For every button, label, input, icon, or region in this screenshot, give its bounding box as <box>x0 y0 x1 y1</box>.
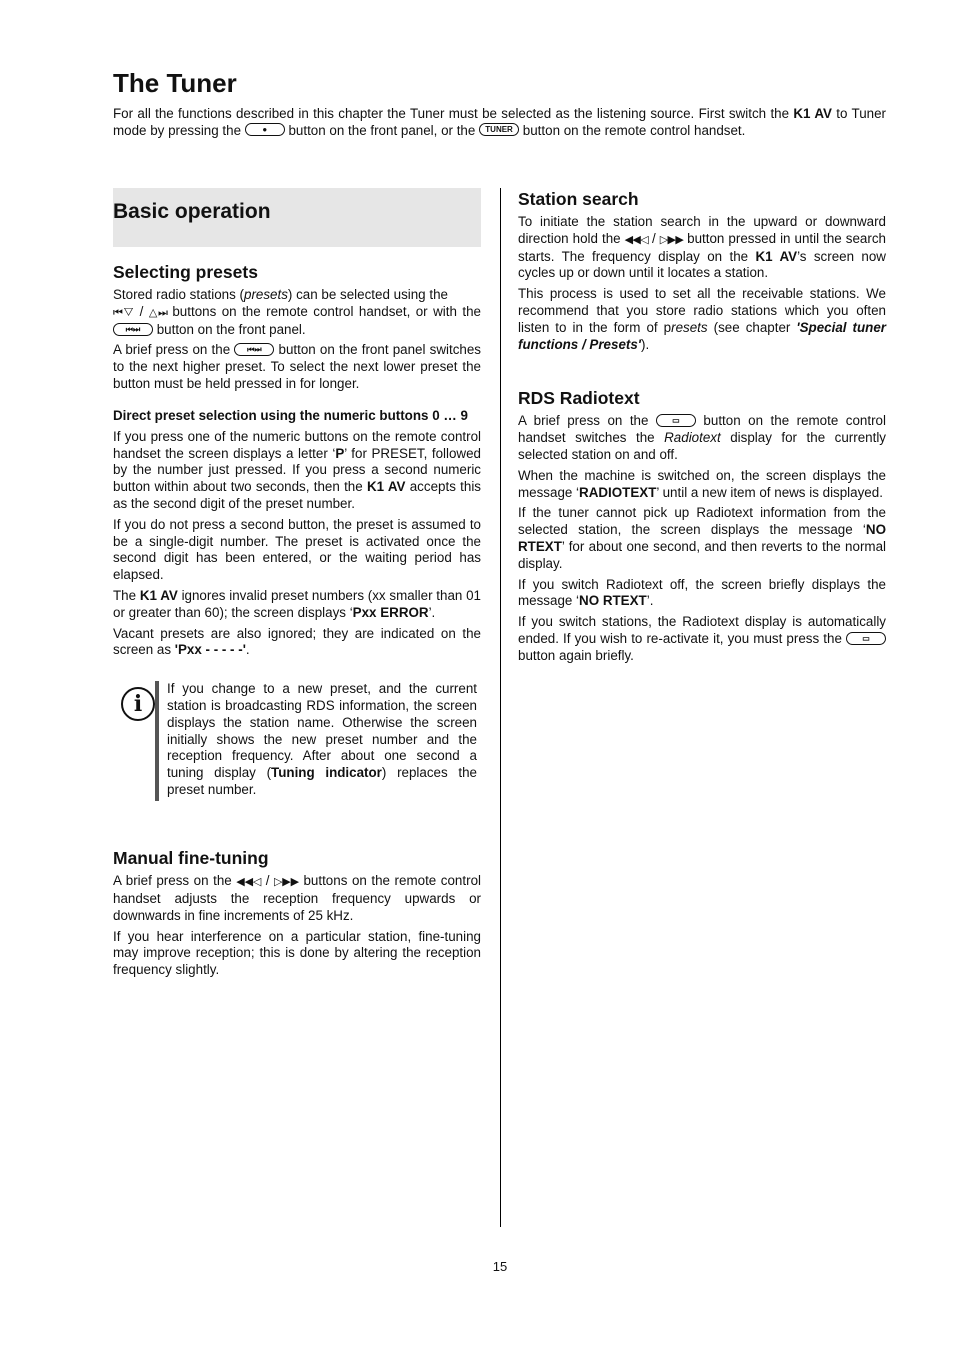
selecting-presets-heading: Selecting presets <box>113 262 258 282</box>
presets-paragraph-2: A brief press on the ⏮⏭ button on the front panel switches to the next higher preset. To select the next lower preset the button must be held pressed in for longer. <box>113 342 481 391</box>
presets-paragraph-1: Stored radio stations (presets) can be selected using the ⏮▽ / △⏭ buttons on the remote control handset, or with the ⏮⏭ button on the front panel. <box>113 287 481 337</box>
tuner-button-icon: TUNER <box>479 123 519 136</box>
search-up-icon: ▷▶▶ <box>659 233 684 246</box>
direct-paragraph-4: Vacant presets are also ignored; they are indicated on the screen as 'Pxx - - - - -'. <box>113 625 481 658</box>
next-preset-button-icon: ⏮⏭ <box>113 323 153 336</box>
next-preset-button-icon-2: ⏮⏭ <box>234 343 274 356</box>
info-icon: i <box>121 687 155 721</box>
direct-paragraph-1: If you press one of the numeric buttons on the remote control handset the screen displays a letter ‘P’ for PRESET, followed by the number just pressed. If you press a second numeric button within about two seconds, then the K1 AV accepts this as the second digit of the preset number. <box>113 428 481 511</box>
note-bar <box>155 681 159 801</box>
direct-paragraph-3: The K1 AV ignores invalid preset numbers (xx smaller than 01 or greater than 60); the screen displays ‘Pxx ERROR’. <box>113 587 481 620</box>
search-paragraph-1: To initiate the station search in the upward or downward direction hold the ◀◀◁ / ▷▶▶ button pressed in until the search starts. The frequency display on the K1 AV’s screen now cycles up or down until it locates a station. <box>518 214 886 281</box>
intro-paragraph: For all the functions described in this chapter the Tuner must be selected as the listening source. First switch the K1 AV to Tuner mode by pressing the ● button on the front panel, or the TUNER button on the remote control handset. <box>113 106 887 138</box>
direct-selection-heading: Direct preset selection using the numeric buttons 0 … 9 <box>113 407 468 423</box>
source-button-icon: ● <box>245 123 285 136</box>
right-column <box>518 188 886 669</box>
search-paragraph-2: This process is used to set all the receivable stations. We recommend that you store radio stations which you often listen to in the form of presets (see chapter 'Special tuner functions / Presets'). <box>518 286 887 352</box>
fine-up-icon: ▷▶▶ <box>274 876 299 889</box>
page-number: 15 <box>492 1259 508 1274</box>
section-heading: Basic operation <box>113 200 271 223</box>
note-text: If you change to a new preset, and the current station is broadcasting RDS information, the screen displays the station name. Otherwise the screen initially shows the new preset number and the reception frequency. After about one second a tuning display (Tuning indicator) replaces the preset number. <box>167 681 477 797</box>
search-down-icon: ◀◀◁ <box>624 233 648 246</box>
preset-down-icon: ⏮▽ <box>113 306 135 319</box>
rds-paragraph-3: If the tuner cannot pick up Radiotext information from the selected station, the screen displays the message ‘NO RTEXT’ for about one second, and then reverts to the normal display. <box>518 505 886 571</box>
section-band <box>113 188 481 247</box>
fine-paragraph-2: If you hear interference on a particular station, fine-tuning may improve reception; this is done by altering the reception frequency slightly. <box>113 928 481 978</box>
rds-radiotext-heading: RDS Radiotext <box>518 388 640 409</box>
rds-paragraph-4: If you switch Radiotext off, the screen briefly displays the message ‘NO RTEXT’. <box>518 576 886 609</box>
fine-paragraph-1: A brief press on the ◀◀◁ / ▷▶▶ buttons on the remote control handset adjusts the reception frequency upwards or downwards in fine increments of 25 kHz. <box>113 873 481 923</box>
preset-up-icon: △⏭ <box>148 306 167 319</box>
radiotext-button-icon: ▭ <box>656 414 696 427</box>
station-search-heading: Station search <box>518 189 639 209</box>
radiotext-button-icon-2: ▭ <box>846 632 886 645</box>
column-divider <box>500 188 501 1227</box>
rds-paragraph-5: If you switch stations, the Radiotext display is automatically ended. If you wish to re-activate it, you must press the ▭ button again briefly. <box>518 614 886 663</box>
page-title: The Tuner <box>113 68 237 98</box>
fine-down-icon: ◀◀◁ <box>236 876 262 889</box>
left-column <box>113 188 481 983</box>
info-note <box>113 681 481 801</box>
rds-paragraph-1: A brief press on the ▭ button on the remote control handset switches the Radiotext display for the currently selected station on and off. <box>518 413 886 462</box>
fine-tuning-heading: Manual fine-tuning <box>113 848 269 869</box>
rds-paragraph-2: When the machine is switched on, the screen displays the message ‘RADIOTEXT’ until a new item of news is displayed. <box>518 467 886 500</box>
direct-paragraph-2: If you do not press a second button, the preset is assumed to be a single-digit number. The preset is activated once the second digit has been entered, or the waiting period has elapsed. <box>113 516 481 583</box>
